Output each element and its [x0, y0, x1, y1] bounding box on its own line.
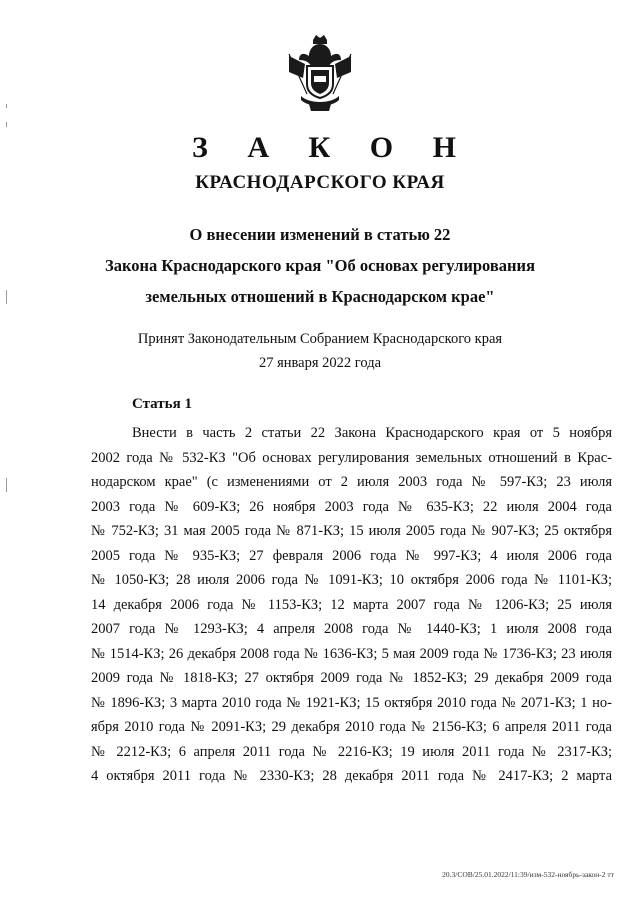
- body-line: 2005 года № 935-КЗ; 27 февраля 2006 года № 997-КЗ; 4 июля 2006 года: [91, 547, 612, 564]
- heading-line: Закона Краснодарского края "Об основах регулирования: [105, 256, 535, 275]
- body-line: № 1896-КЗ; 3 марта 2010 года № 1921-КЗ; 15 октября 2010 года № 2071-КЗ; 1 но-: [91, 694, 612, 711]
- body-line: № 1514-КЗ; 26 декабря 2008 года № 1636-КЗ; 5 мая 2009 года № 1736-КЗ; 23 июля: [91, 645, 612, 662]
- body-line: 4 октября 2011 года № 2330-КЗ; 28 декабря 2011 года № 2417-КЗ; 2 марта: [91, 768, 612, 784]
- body-line: Внести в часть 2 статьи 22 Закона Краснодарского края от 5 ноября: [132, 425, 612, 441]
- body-line: № 1050-КЗ; 28 июля 2006 года № 1091-КЗ; 10 октября 2006 года № 1101-КЗ;: [91, 572, 612, 588]
- body-line: № 2212-КЗ; 6 апреля 2011 года № 2216-КЗ; 19 июля 2011 года № 2317-КЗ;: [91, 743, 612, 760]
- adoption-note: [0, 327, 640, 375]
- margin-mark: [6, 122, 7, 127]
- heading-line: земельных отношений в Краснодарском крае": [145, 287, 495, 306]
- coat-of-arms-emblem: [285, 34, 355, 112]
- body-line: 14 декабря 2006 года № 1153-КЗ; 12 марта 2007 года № 1206-КЗ; 25 июля: [91, 596, 612, 613]
- body-line: 2007 года № 1293-КЗ; 4 апреля 2008 года № 1440-КЗ; 1 июля 2008 года: [91, 621, 612, 637]
- heading-line: О внесении изменений в статью 22: [189, 225, 451, 244]
- body-line: 2002 года № 532-КЗ "Об основах регулирования земельных отношений в Крас-: [91, 449, 612, 466]
- body-line: 2003 года № 609-КЗ; 26 ноября 2003 года № 635-КЗ; 22 июля 2004 года: [91, 498, 612, 515]
- margin-mark: [6, 104, 7, 108]
- body-line: нодарском крае" (с изменениями от 2 июля 2003 года № 597-КЗ; 23 июля: [91, 474, 612, 490]
- adoption-line: Принят Законодательным Собранием Краснодарского края: [137, 331, 503, 347]
- body-line: № 752-КЗ; 31 мая 2005 года № 871-КЗ; 15 июля 2005 года № 907-КЗ; 25 октября: [91, 523, 612, 539]
- article-title: Статья 1: [132, 396, 192, 412]
- document-footer-code: 20.3/СОВ/25.01.2022/11:39/изм-532-ноябрь-закон-2 тт: [442, 870, 614, 879]
- law-heading: [0, 219, 640, 312]
- document-title: З А К О Н: [192, 131, 472, 164]
- body-line: 2009 года № 1818-КЗ; 27 октября 2009 года № 1852-КЗ; 29 декабря 2009 года: [91, 670, 612, 686]
- article-body: [91, 421, 612, 789]
- document-subtitle: КРАСНОДАРСКОГО КРАЯ: [195, 172, 445, 193]
- body-line: ября 2010 года № 2091-КЗ; 29 декабря 2010 года № 2156-КЗ; 6 апреля 2011 года: [91, 719, 612, 735]
- margin-mark: [6, 478, 7, 492]
- adoption-date: 27 января 2022 года: [258, 355, 382, 371]
